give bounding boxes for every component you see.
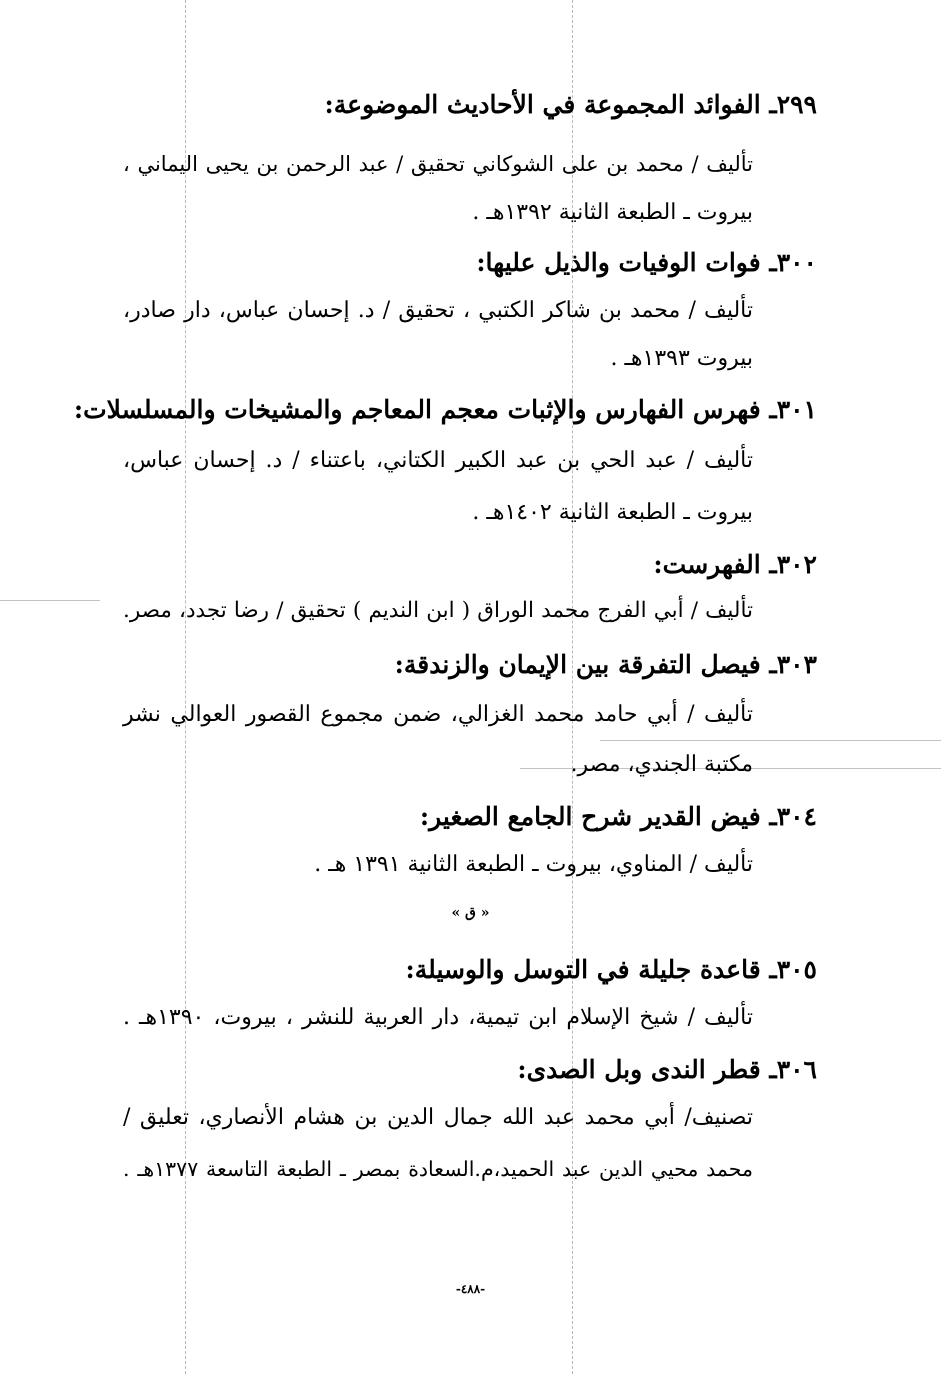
entry-304-heading: ٣٠٤ـ فيض القدير شرح الجامع الصغير: bbox=[419, 802, 817, 831]
entry-302-heading: ٣٠٢ـ الفهرست: bbox=[653, 550, 817, 579]
section-letter: « ق » bbox=[451, 905, 490, 921]
entry-303-line-1: تأليف / أبي حامد محمد الغزالي، ضمن مجموع القصور العوالي نشر bbox=[123, 702, 753, 727]
scan-streak bbox=[0, 600, 100, 601]
entry-306-line-1: تصنيف/ أبي محمد عبد الله جمال الدين بن هشام الأنصاري، تعليق / bbox=[123, 1105, 753, 1130]
entry-303-heading: ٣٠٣ـ فيصل التفرقة بين الإيمان والزندقة: bbox=[394, 650, 817, 679]
entry-301-line-2: بيروت ـ الطبعة الثانية ١٤٠٢هـ . bbox=[472, 500, 753, 525]
entry-305-line-1: تأليف / شيخ الإسلام ابن تيمية، دار العربية للنشر ، بيروت، ١٣٩٠هـ . bbox=[123, 1005, 753, 1030]
entry-306-line-2: محمد محيي الدين عبد الحميد،م.السعادة بمصر ـ الطبعة التاسعة ١٣٧٧هـ . bbox=[123, 1157, 753, 1181]
entry-305-heading: ٣٠٥ـ قاعدة جليلة في التوسل والوسيلة: bbox=[405, 955, 817, 984]
entry-299-heading: ٢٩٩ـ الفوائد المجموعة في الأحاديث الموضوعة: bbox=[324, 90, 817, 119]
entry-301-heading: ٣٠١ـ فهرس الفهارس والإثبات معجم المعاجم والمشيخات والمسلسلات: bbox=[73, 395, 817, 424]
entry-299-line-2: بيروت ـ الطبعة الثانية ١٣٩٢هـ . bbox=[472, 200, 753, 225]
page-number: -٤٨٨- bbox=[455, 1282, 486, 1296]
entry-299-line-1: تأليف / محمد بن على الشوكاني تحقيق / عبد الرحمن بن يحيى اليماني ، bbox=[123, 152, 753, 176]
scan-streak bbox=[600, 740, 941, 741]
entry-300-line-2: بيروت ١٣٩٣هـ . bbox=[610, 346, 753, 371]
entry-302-line-1: تأليف / أبي الفرج محمد الوراق ( ابن النديم ) تحقيق / رضا تجدد، مصر. bbox=[123, 598, 753, 623]
entry-303-line-2: مكتبة الجندي، مصر. bbox=[570, 752, 753, 777]
entry-300-line-1: تأليف / محمد بن شاكر الكتبي ، تحقيق / د. إحسان عباس، دار صادر، bbox=[123, 298, 753, 323]
entry-301-line-1: تأليف / عبد الحي بن عبد الكبير الكتاني، باعتناء / د. إحسان عباس، bbox=[123, 448, 753, 473]
entry-304-line-1: تأليف / المناوي، بيروت ـ الطبعة الثانية ١٣٩١ هـ . bbox=[314, 852, 753, 877]
entry-306-heading: ٣٠٦ـ قطر الندى وبل الصدى: bbox=[517, 1055, 817, 1084]
entry-300-heading: ٣٠٠ـ فوات الوفيات والذيل عليها: bbox=[476, 248, 817, 277]
